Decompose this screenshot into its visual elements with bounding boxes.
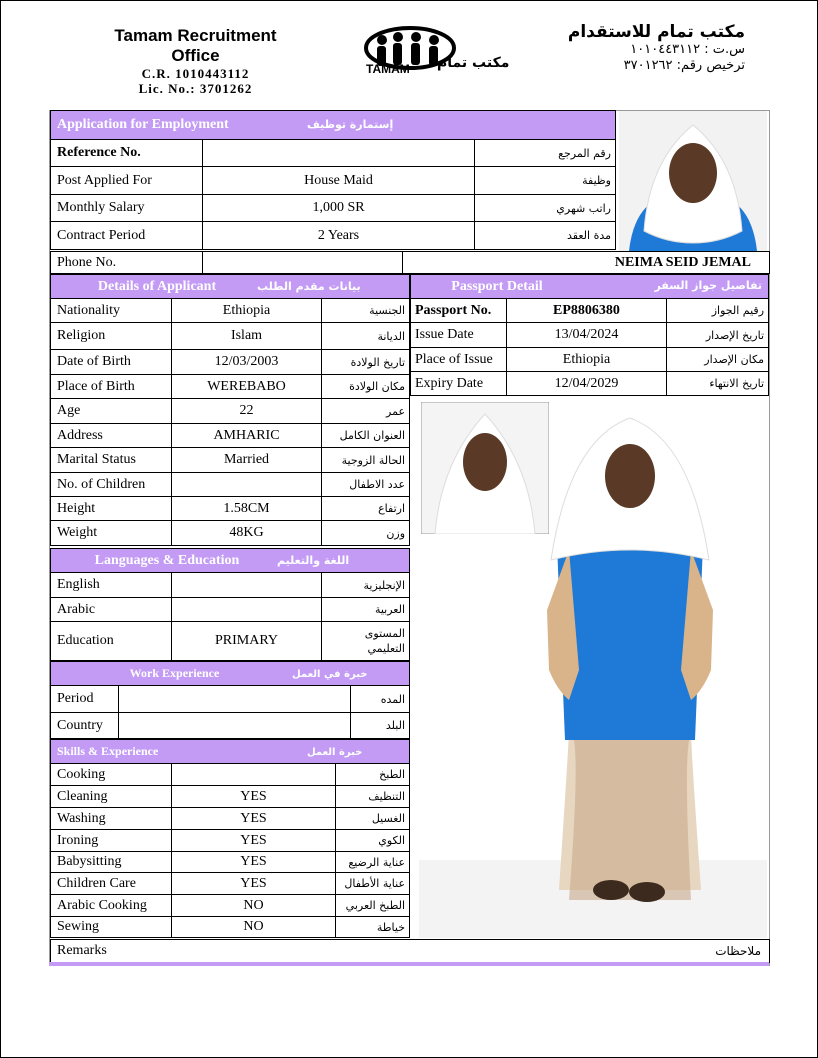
washing-value: YES [172,808,336,830]
table-row [51,350,410,375]
table-row [411,299,769,323]
english-label-ar: الإنجليزية [322,573,410,598]
table-row [51,598,410,622]
post-label: Post Applied For [51,167,203,195]
languages-header [51,549,410,573]
company-cr-en: C.R. 1010443112 [141,66,250,81]
phone-value [203,252,403,274]
period-label: Period [51,686,119,713]
address-label: Address [51,424,172,448]
salary-value: 1,000 SR [203,195,475,222]
contract-value: 2 Years [203,222,475,250]
age-label: Age [51,399,172,424]
expiry-label: Expiry Date [411,372,507,396]
company-name-en: Tamam Recruitment Office [114,26,277,65]
table-row [51,713,410,739]
table-row [51,521,410,546]
arabic-label-ar: العربية [322,598,410,622]
post-value: House Maid [203,167,475,195]
application-title-ar: إستمارة توظيف [307,118,394,131]
sewing-value: NO [172,917,336,938]
ironing-label-ar: الكوي [336,830,410,852]
ironing-label: Ironing [51,830,172,852]
table-row [51,375,410,399]
company-name-ar: مكتب تمام للاستقدام [567,22,745,42]
weight-label: Weight [51,521,172,546]
nationality-label-ar: الجنسية [322,299,410,323]
details-header [51,275,410,299]
cleaning-value: YES [172,786,336,808]
table-row [51,497,410,521]
education-value: PRIMARY [172,622,322,661]
expiry-value: 12/04/2029 [507,372,667,396]
reference-label: Reference No. [51,140,203,167]
height-label: Height [51,497,172,521]
table-row [51,167,616,195]
marital-label-ar: الحالة الزوجية [322,448,410,473]
work-table [50,661,410,739]
marital-label: Marital Status [51,448,172,473]
issue-date-label: Issue Date [411,323,507,348]
children-care-label: Children Care [51,873,172,895]
age-value: 22 [172,399,322,424]
arabic-cooking-value: NO [172,895,336,917]
work-title-ar: خبرة في العمل [292,669,368,680]
skills-table [50,739,410,938]
babysitting-value: YES [172,852,336,873]
children-care-label-ar: عناية الأطفال [336,873,410,895]
issue-date-value: 13/04/2024 [507,323,667,348]
issue-date-label-ar: تاريخ الإصدار [667,323,769,348]
salary-label: Monthly Salary [51,195,203,222]
sewing-label-ar: خياطة [336,917,410,938]
reference-label-ar: رقم المرجع [475,140,616,167]
application-title-en: Application for Employment [57,117,229,132]
table-row [51,252,770,274]
period-label-ar: المده [351,686,410,713]
place-issue-value: Ethiopia [507,348,667,372]
cooking-label-ar: الطبخ [336,764,410,786]
applicant-photo-full [419,410,767,938]
table-row [51,808,410,830]
height-value: 1.58CM [172,497,322,521]
company-info-ar [520,22,745,74]
english-value [172,573,322,598]
dob-value: 12/03/2003 [172,350,322,375]
place-issue-label-ar: مكان الإصدار [667,348,769,372]
company-cr-ar: س.ت : ١٠١٠٤٤٣١١٢ [630,42,745,57]
nationality-label: Nationality [51,299,172,323]
table-row [51,448,410,473]
contract-label-ar: مدة العقد [475,222,616,250]
expiry-label-ar: تاريخ الانتهاء [667,372,769,396]
nationality-value: Ethiopia [172,299,322,323]
address-value: AMHARIC [172,424,322,448]
work-header [51,662,410,686]
table-row [51,195,616,222]
languages-title-en: Languages & Education [94,552,240,568]
table-row [51,917,410,938]
education-label: Education [51,622,172,661]
table-row [51,830,410,852]
table-row [51,573,410,598]
salary-label-ar: راتب شهري [475,195,616,222]
passport-title-ar: تفاصيل جواز السفر [654,278,763,292]
weight-label-ar: وزن [322,521,410,546]
passport-title-en: Passport Detail [451,278,543,294]
table-row [51,686,410,713]
contract-label: Contract Period [51,222,203,250]
application-header [51,111,616,140]
age-label-ar: عمر [322,399,410,424]
phone-table [50,251,770,274]
application-table [50,110,616,250]
washing-label: Washing [51,808,172,830]
remarks-label: Remarks [51,940,411,963]
bottom-accent-bar [49,962,769,966]
passport-table [410,274,769,396]
languages-table [50,548,410,661]
english-label: English [51,573,172,598]
remarks-label-ar: ملاحظات [411,940,770,963]
table-row [411,323,769,348]
washing-label-ar: الغسيل [336,808,410,830]
table-row [51,852,410,873]
place-issue-label: Place of Issue [411,348,507,372]
applicant-name: NEIMA SEID JEMAL [403,252,770,274]
pob-label-ar: مكان الولادة [322,375,410,399]
religion-label: Religion [51,323,172,350]
table-row [51,873,410,895]
pob-label: Place of Birth [51,375,172,399]
table-row [51,424,410,448]
arabic-label: Arabic [51,598,172,622]
dob-label-ar: تاريخ الولادة [322,350,410,375]
table-row [411,348,769,372]
arabic-cooking-label-ar: الطبخ العربي [336,895,410,917]
country-value [119,713,351,739]
table-row [51,299,410,323]
cooking-value [172,764,336,786]
phone-label: Phone No. [51,252,203,274]
babysitting-label-ar: عناية الرضيع [336,852,410,873]
languages-title-ar: اللغة والتعليم [277,553,350,567]
arabic-cooking-label: Arabic Cooking [51,895,172,917]
skills-title-ar: خبرة العمل [307,746,363,758]
skills-title-en: Skills & Experience [57,743,159,758]
table-row [51,940,770,963]
details-title-ar: بيانات مقدم الطلب [257,279,361,293]
table-row [51,323,410,350]
table-row [51,895,410,917]
passport-header [411,275,769,299]
dob-label: Date of Birth [51,350,172,375]
cleaning-label-ar: التنظيف [336,786,410,808]
logo-text-ar: مكتب تمام [437,55,510,71]
country-label-ar: البلد [351,713,410,739]
details-table [50,274,410,546]
details-title-en: Details of Applicant [97,278,217,294]
passport-no-value: EP8806380 [507,299,667,323]
table-row [51,622,410,661]
arabic-value [172,598,322,622]
skills-header [51,740,410,764]
work-title-en: Work Experience [129,666,220,680]
table-row [51,764,410,786]
table-row [51,222,616,250]
children-care-value: YES [172,873,336,895]
religion-label-ar: الديانة [322,323,410,350]
company-license-ar: ترخيص رقم: ٣٧٠١٢٦٢ [623,58,745,73]
children-label: No. of Children [51,473,172,497]
passport-no-label-ar: رقيم الجواز [667,299,769,323]
table-row [51,399,410,424]
company-license-en: Lic. No.: 3701262 [138,81,253,96]
babysitting-label: Babysitting [51,852,172,873]
passport-no-label: Passport No. [411,299,507,323]
table-row [411,372,769,396]
remarks-table [50,939,770,963]
education-label-ar: المستوى التعليمي [322,622,410,661]
table-row [51,473,410,497]
applicant-photo-small [619,111,767,251]
children-value [172,473,322,497]
sewing-label: Sewing [51,917,172,938]
cooking-label: Cooking [51,764,172,786]
table-row [51,140,616,167]
pob-value: WEREBABO [172,375,322,399]
period-value [119,686,351,713]
table-row [51,786,410,808]
country-label: Country [51,713,119,739]
company-info-en [93,26,298,96]
children-label-ar: عدد الاطفال [322,473,410,497]
weight-value: 48KG [172,521,322,546]
marital-value: Married [172,448,322,473]
post-label-ar: وظيفة [475,167,616,195]
address-label-ar: العنوان الكامل [322,424,410,448]
reference-value [203,140,475,167]
height-label-ar: ارتفاع [322,497,410,521]
logo-text-en: TAMAM [366,62,410,76]
ironing-value: YES [172,830,336,852]
religion-value: Islam [172,323,322,350]
cleaning-label: Cleaning [51,786,172,808]
